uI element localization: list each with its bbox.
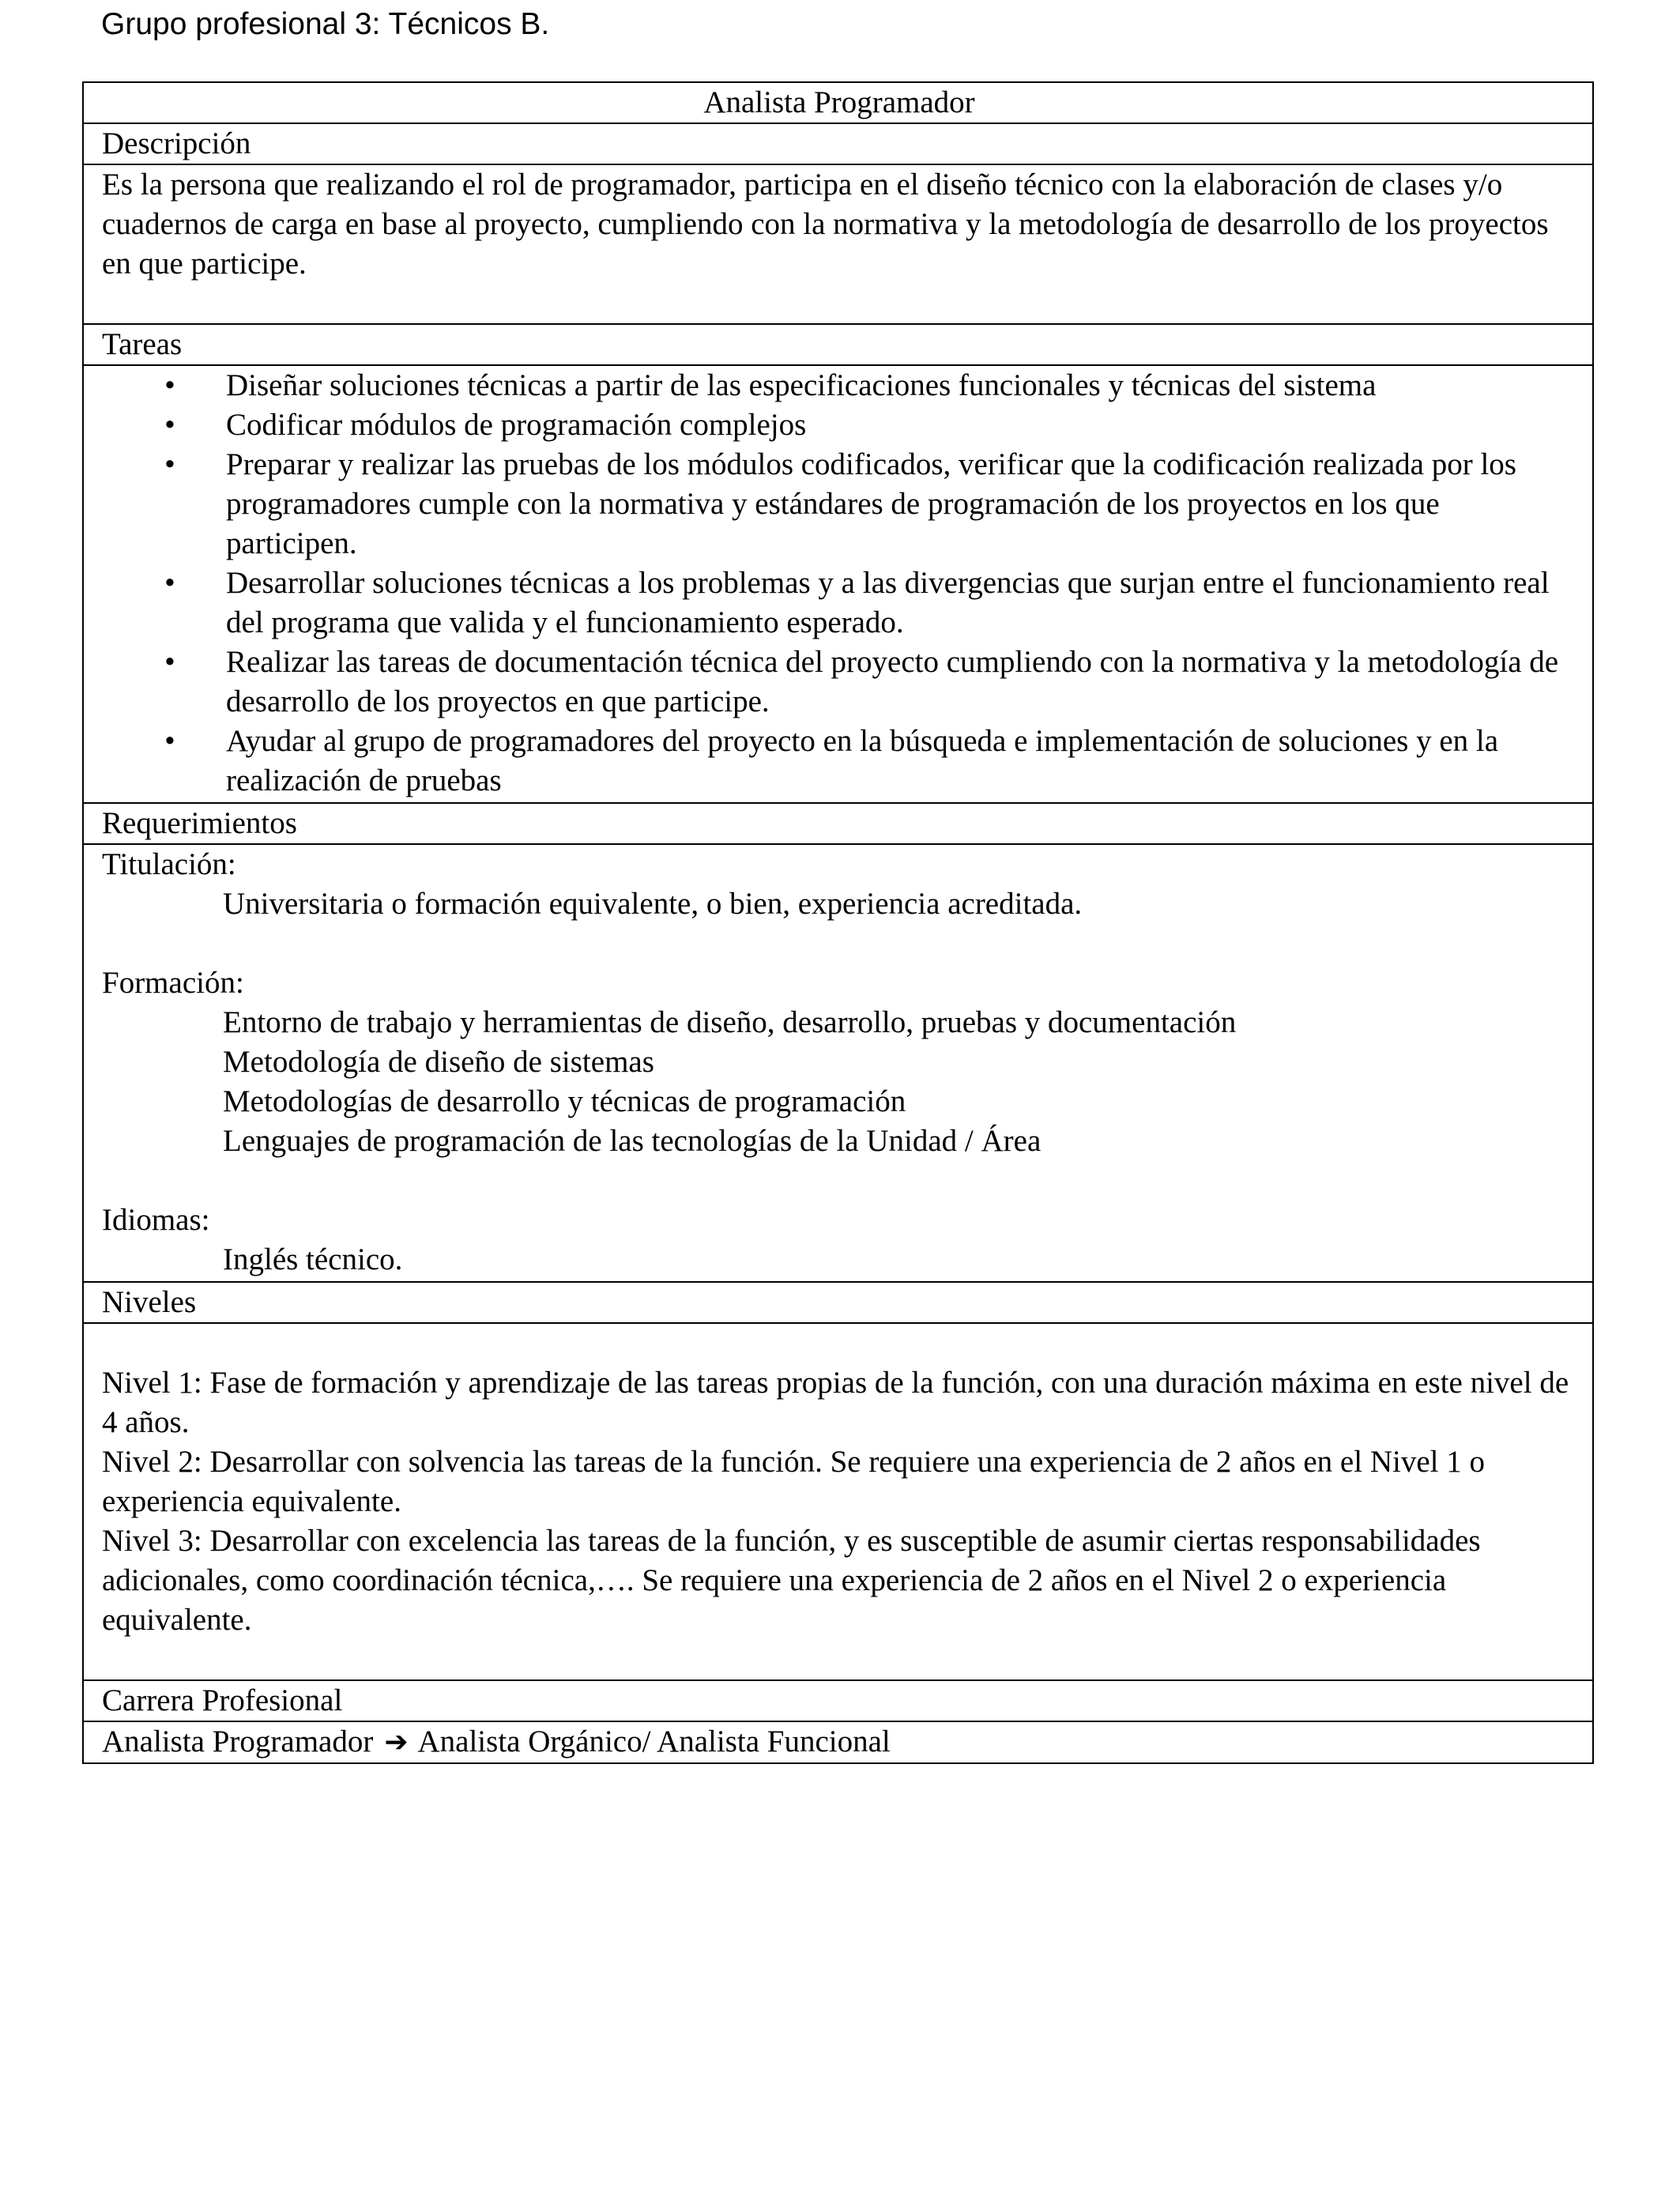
descripcion-text: Es la persona que realizando el rol de programador, participa en el diseño técnico con la elaboración de clases y/o cuadernos de carga en base al proyecto, cumpliendo con la normativa y la metodología de desarrollo de los proyectos en que participe. xyxy=(83,164,1593,324)
niveles-row xyxy=(83,1323,1593,1680)
tareas-label: Tareas xyxy=(83,324,1593,365)
task-text: Codificar módulos de programación complejos xyxy=(226,408,807,442)
titulacion-text: Universitaria o formación equivalente, o bien, experiencia acreditada. xyxy=(223,887,1083,921)
bullet-icon: • xyxy=(164,566,175,600)
requerimientos-cell xyxy=(83,844,1593,1282)
tareas-row xyxy=(83,365,1593,803)
list-item xyxy=(102,564,1576,643)
nivel-item: Nivel 1: Fase de formación y aprendizaje de las tareas propias de la función, con una duración máxima en este nivel de 4 años. xyxy=(102,1366,1569,1439)
job-profile-table xyxy=(82,81,1594,1764)
carrera-path xyxy=(83,1721,1593,1763)
nivel-item: Nivel 2: Desarrollar con solvencia las tareas de la función. Se requiere una experiencia de 2 años en el Nivel 1 o experiencia equivalente. xyxy=(102,1445,1485,1518)
formacion-item: Metodología de diseño de sistemas xyxy=(223,1045,654,1079)
descripcion-label: Descripción xyxy=(83,123,1593,164)
task-list xyxy=(102,366,1576,801)
formacion-item: Entorno de trabajo y herramientas de diseño, desarrollo, pruebas y documentación xyxy=(223,1005,1237,1039)
tareas-cell xyxy=(83,365,1593,803)
niveles-label-row xyxy=(83,1282,1593,1323)
carrera-to: Analista Orgánico/ Analista Funcional xyxy=(417,1725,891,1759)
tareas-label-row xyxy=(83,324,1593,365)
task-text: Ayudar al grupo de programadores del proyecto en la búsqueda e implementación de soluciones y en la realización de pruebas xyxy=(226,724,1499,797)
list-item xyxy=(102,643,1576,722)
idiomas-label: Idiomas: xyxy=(102,1203,210,1237)
bullet-icon: • xyxy=(164,724,175,758)
bullet-icon: • xyxy=(164,368,175,402)
titulacion-label: Titulación: xyxy=(102,847,236,881)
formacion-label: Formación: xyxy=(102,966,244,1000)
title-row xyxy=(83,82,1593,123)
list-item xyxy=(102,722,1576,801)
carrera-label: Carrera Profesional xyxy=(83,1680,1593,1721)
page-header: Grupo profesional 3: Técnicos B. xyxy=(101,7,550,41)
descripcion-label-row xyxy=(83,123,1593,164)
carrera-from: Analista Programador xyxy=(102,1725,374,1759)
bullet-icon: • xyxy=(164,447,175,481)
niveles-label: Niveles xyxy=(83,1282,1593,1323)
requerimientos-label: Requerimientos xyxy=(83,803,1593,844)
list-item xyxy=(102,405,1576,445)
carrera-row xyxy=(83,1721,1593,1763)
spacer xyxy=(102,924,1576,963)
descripcion-row xyxy=(83,164,1593,324)
task-text: Desarrollar soluciones técnicas a los problemas y a las divergencias que surjan entre el funcionamiento real del programa que valida y el funcionamiento esperado. xyxy=(226,566,1550,639)
arrow-right-icon: ➔ xyxy=(384,1726,409,1759)
job-title: Analista Programador xyxy=(83,82,1593,123)
task-text: Diseñar soluciones técnicas a partir de las especificaciones funcionales y técnicas del sistema xyxy=(226,368,1377,402)
formacion-item: Lenguajes de programación de las tecnologías de la Unidad / Área xyxy=(223,1124,1042,1158)
list-item xyxy=(102,445,1576,564)
spacer xyxy=(102,1161,1576,1201)
nivel-item: Nivel 3: Desarrollar con excelencia las tareas de la función, y es susceptible de asumir ciertas responsabilidades adicionales, como coordinación técnica,…. Se requiere una experiencia de 2 años en el Nivel 2 o experiencia equivalente. xyxy=(102,1524,1481,1637)
idiomas-text: Inglés técnico. xyxy=(223,1242,403,1276)
requerimientos-label-row xyxy=(83,803,1593,844)
requerimientos-row xyxy=(83,844,1593,1282)
spacer xyxy=(102,1324,1576,1363)
bullet-icon: • xyxy=(164,645,175,679)
task-text: Preparar y realizar las pruebas de los módulos codificados, verificar que la codificación realizada por los programadores cumple con la normativa y estándares de programación de los proyectos en los que participen. xyxy=(226,447,1516,560)
task-text: Realizar las tareas de documentación técnica del proyecto cumpliendo con la normativa y la metodología de desarrollo de los proyectos en que participe. xyxy=(226,645,1559,718)
niveles-cell xyxy=(83,1323,1593,1680)
bullet-icon: • xyxy=(164,408,175,442)
list-item xyxy=(102,366,1576,405)
carrera-label-row xyxy=(83,1680,1593,1721)
formacion-item: Metodologías de desarrollo y técnicas de programación xyxy=(223,1084,906,1118)
